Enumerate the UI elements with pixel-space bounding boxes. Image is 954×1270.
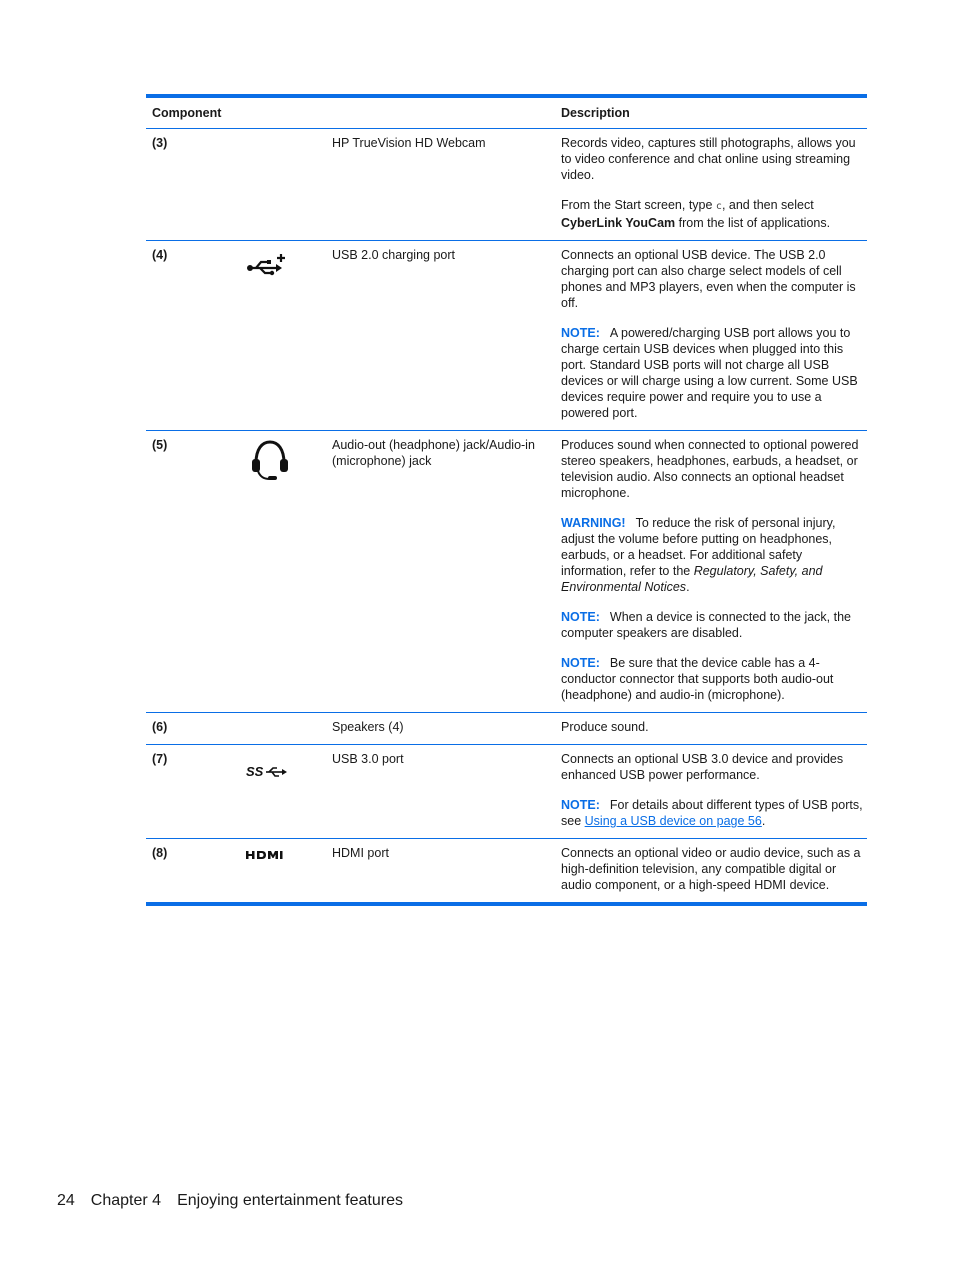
note-label: NOTE: <box>561 798 600 812</box>
chapter-title: Enjoying entertainment features <box>177 1192 403 1209</box>
component-description: Connects an optional USB device. The USB 2.0 charging port can also charge select models of cell phones and MP3 players, even when the computer is off. NOTE: A powered/charging USB port allows you to charge certain USB devices when plugged into this port. Standard USB ports will not charge all USB devices or will charge using a low current. Some USB devices require power and require you to use a powered port. <box>561 248 858 420</box>
table-row <box>146 241 867 431</box>
component-name: HDMI port <box>332 846 389 860</box>
component-name: Speakers (4) <box>332 720 404 734</box>
warning-label: WARNING! <box>561 516 626 530</box>
component-number: (3) <box>152 136 168 150</box>
component-description: Produce sound. <box>561 720 649 734</box>
component-number: (6) <box>152 720 168 734</box>
component-name: HP TrueVision HD Webcam <box>332 136 486 150</box>
component-name: USB 2.0 charging port <box>332 248 455 262</box>
component-number: (4) <box>152 248 168 262</box>
component-number: (8) <box>152 846 168 860</box>
note-label: NOTE: <box>561 656 600 670</box>
headset-icon <box>248 437 292 481</box>
component-number: (7) <box>152 752 168 766</box>
svg-text:SS: SS <box>246 764 264 779</box>
component-description: Records video, captures still photographs, allows you to video conference and chat online using streaming video. From the Start screen, type c, and then select CyberLink YouCam from the list of applications. <box>561 136 856 230</box>
usb-charging-icon <box>246 251 290 279</box>
table-row <box>146 713 867 745</box>
header-component: Component <box>152 106 222 120</box>
page-footer <box>57 1192 419 1210</box>
chapter-label: Chapter 4 <box>90 1192 162 1209</box>
component-description: Produces sound when connected to optional powered stereo speakers, headphones, earbuds, a headset, or television audio. Also connects an optional headset microphone. WARNING! To reduce the risk of personal injury, adjust the volume before putting on headphones, earbuds, or a headset. For additional safety information, refer to the Regulatory, Safety, and Environmental Notices. NOTE: When a device is connected to the jack, the computer speakers are disabled. NOTE: Be sure that the device cable has a 4-conductor connector that supports both audio-out (headphone) and audio-in (microphone). <box>561 438 859 702</box>
usb-superspeed-icon <box>246 763 288 781</box>
note-label: NOTE: <box>561 610 600 624</box>
page-number: 24 <box>57 1192 75 1209</box>
table-row <box>146 839 867 902</box>
note-label: NOTE: <box>561 326 600 340</box>
table-row <box>146 431 867 713</box>
component-table <box>146 94 867 906</box>
key-c: c <box>715 201 722 212</box>
table-row <box>146 745 867 839</box>
component-description: Connects an optional video or audio device, such as a high-definition television, any compatible digital or audio component, or a high-speed HDMI device. <box>561 846 861 892</box>
header-description: Description <box>561 106 630 120</box>
component-name: USB 3.0 port <box>332 752 404 766</box>
hdmi-icon <box>246 849 286 861</box>
component-name: Audio-out (headphone) jack/Audio-in (microphone) jack <box>332 438 535 468</box>
table-header <box>146 98 867 129</box>
component-number: (5) <box>152 438 168 452</box>
usb-device-link[interactable]: Using a USB device on page 56 <box>584 814 762 828</box>
table-row <box>146 129 867 241</box>
component-description: Connects an optional USB 3.0 device and provides enhanced USB power performance. NOTE: For details about different types of USB ports, see Using a USB device on page 56. <box>561 752 863 828</box>
